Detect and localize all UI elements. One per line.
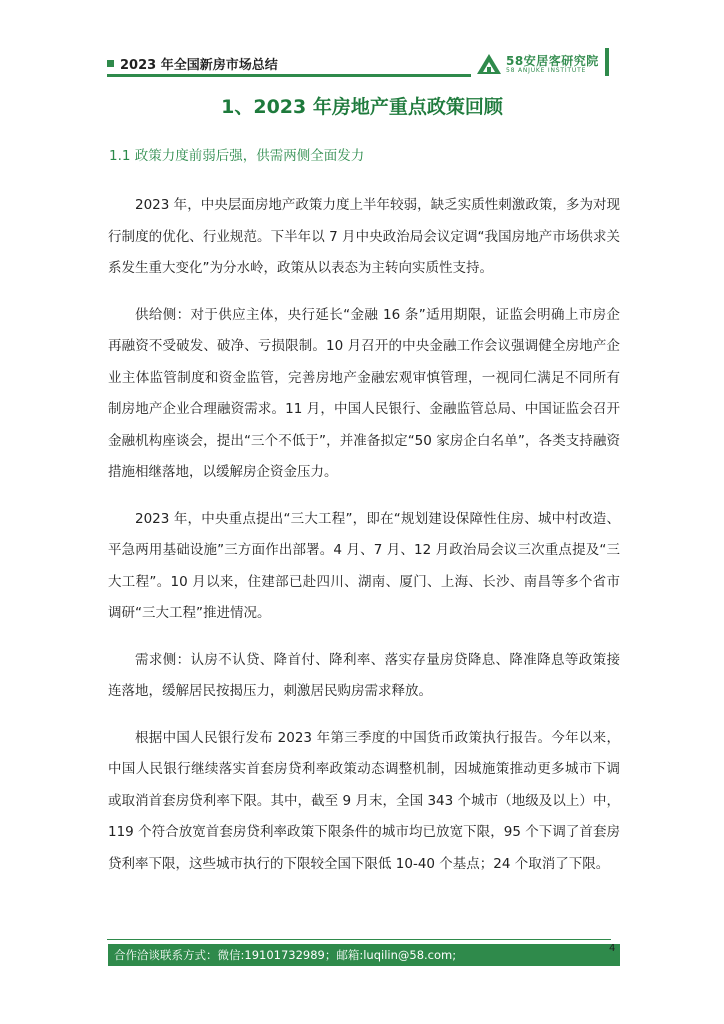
header-rule bbox=[107, 74, 471, 77]
paragraph: 需求侧：认房不认贷、降首付、降利率、落实存量房贷降息、降准降息等政策接连落地，缓解居民按揭压力，刺激居民购房需求释放。 bbox=[108, 651, 620, 699]
logo-name-cn: 58安居客研究院 bbox=[506, 54, 599, 68]
section-title: 1、2023 年房地产重点政策回顾 bbox=[221, 96, 503, 118]
paragraph: 2023 年，中央层面房地产政策力度上半年较弱，缺乏实质性刺激政策，多为对现行制度的优化、行业规范。下半年以 7 月中央政治局会议定调“我国房地产市场供求关系发生重大变化”为分水岭，政策从以表态为主转向实质性支持。 bbox=[108, 197, 620, 276]
house-logo-icon bbox=[476, 52, 502, 76]
paragraph: 根据中国人民银行发布 2023 年第三季度的中国货币政策执行报告。今年以来，中国人民银行继续落实首套房贷利率政策动态调整机制，因城施策推动更多城市下调或取消首套房贷利率下限。其中，截至 9 月末，全国 343 个城市（地级及以上）中，119 个符合放宽首套房贷利率政策下限条件的城市均已放宽下限，95 个下调了首套房贷利率下限，这些城市执行的下限较全国下限低 10-40 个基点；24 个取消了下限。 bbox=[108, 729, 620, 872]
header-side-bar bbox=[605, 48, 609, 76]
footer-rule bbox=[107, 939, 611, 940]
paragraph: 2023 年，中央重点提出“三大工程”，即在“规划建设保障性住房、城中村改造、平急两用基础设施”三方面作出部署。4 月、7 月、12 月政治局会议三次重点提及“三大工程”。10 月以来，住建部已赴四川、湖南、厦门、上海、长沙、南昌等多个省市调研“三大工程”推进情况。 bbox=[108, 510, 620, 621]
paragraph: 供给侧：对于供应主体，央行延长“金融 16 条”适用期限，证监会明确上市房企再融资不受破发、破净、亏损限制。10 月召开的中央金融工作会议强调健全房地产企业主体监管制度和资金监管，完善房地产金融宏观审慎管理，一视同仁满足不同所有制房地产企业合理融资需求。11 月，中国人民银行、金融监管总局、中国证监会召开金融机构座谈会，提出“三个不低于”，并准备拟定“50 家房企白名单”，各类支持融资措施相继落地，以缓解房企资金压力。 bbox=[108, 306, 620, 480]
institute-logo bbox=[476, 50, 599, 78]
section-subtitle: 1.1 政策力度前弱后强，供需两侧全面发力 bbox=[109, 148, 365, 164]
header-square-marker bbox=[107, 60, 114, 67]
footer-contact: 合作洽谈联系方式：微信:19101732989；邮箱:luqilin@58.com; bbox=[108, 944, 620, 966]
logo-name-en: 58 ANJUKE INSTITUTE bbox=[506, 67, 587, 74]
body-text bbox=[108, 190, 620, 895]
header-doc-title-text: 2023 年全国新房市场总结 bbox=[120, 58, 278, 73]
header-doc-title bbox=[107, 54, 278, 73]
page-number: 4 bbox=[609, 943, 616, 954]
